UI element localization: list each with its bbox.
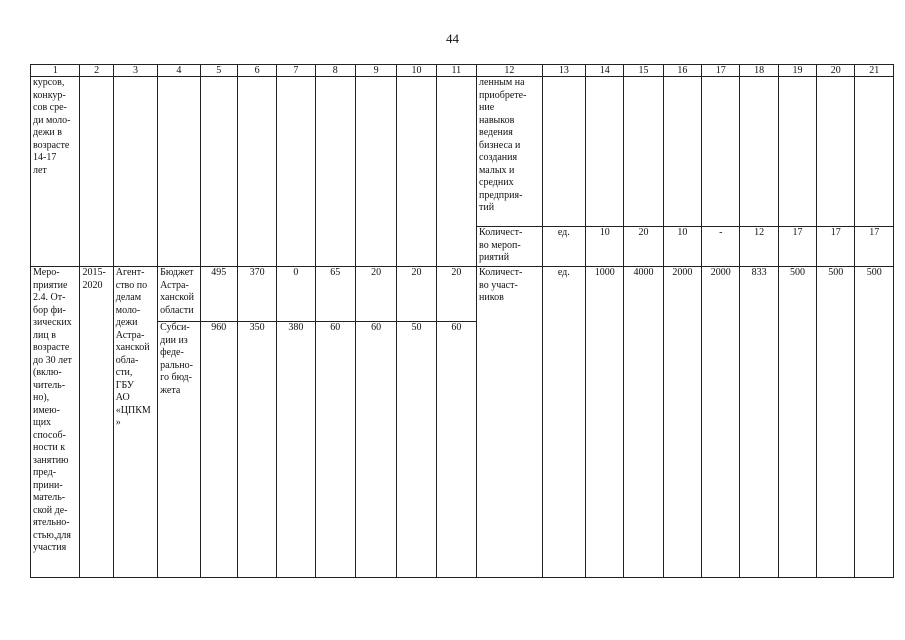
value-cell: 500 [778, 267, 816, 578]
indicator-cell: ленным на приобрете- ние навыков ведения бизнеса и создания малых и средних предприя- тий [477, 77, 543, 227]
empty-cell [778, 77, 816, 227]
empty-cell [277, 77, 315, 267]
column-number: 3 [113, 65, 157, 77]
value-cell: 20 [397, 267, 436, 322]
value-cell: 500 [817, 267, 855, 578]
column-number: 16 [663, 65, 701, 77]
empty-cell [237, 77, 276, 267]
empty-cell [355, 77, 396, 267]
column-number: 4 [158, 65, 200, 77]
value-cell: 20 [355, 267, 396, 322]
value-cell: 833 [740, 267, 778, 578]
value-cell: 50 [397, 322, 436, 578]
value-cell: 65 [315, 267, 355, 322]
column-number: 10 [397, 65, 436, 77]
table-row [31, 267, 894, 322]
column-number: 2 [80, 65, 113, 77]
value-cell: 20 [436, 267, 476, 322]
column-number: 12 [477, 65, 543, 77]
column-number: 17 [702, 65, 740, 77]
activity-name-cell: Меро- приятие 2.4. От- бор фи- зических лиц в возрасте до 30 лет (вклю- читель- но), имею- щих способ- ности к занятию пред- прини- матель- ской де- ятельно- стью,для участия [31, 267, 80, 578]
column-number: 13 [542, 65, 585, 77]
value-cell: 12 [740, 227, 778, 267]
value-cell: 380 [277, 322, 315, 578]
column-number: 5 [200, 65, 237, 77]
period-cell: 2015- 2020 [80, 267, 113, 578]
value-cell: 500 [855, 267, 894, 578]
empty-cell [624, 77, 663, 227]
value-cell: 17 [817, 227, 855, 267]
column-number: 7 [277, 65, 315, 77]
column-number-row [31, 65, 894, 77]
value-cell: 10 [663, 227, 701, 267]
empty-cell [436, 77, 476, 267]
empty-cell [80, 77, 113, 267]
empty-cell [663, 77, 701, 227]
value-cell: 10 [586, 227, 624, 267]
funding-source-cell: Бюджет Астра- ханской области [158, 267, 200, 322]
value-cell: 960 [200, 322, 237, 578]
value-cell: 2000 [702, 267, 740, 578]
value-cell: 20 [624, 227, 663, 267]
empty-cell [586, 77, 624, 227]
value-cell: 0 [277, 267, 315, 322]
value-cell: - [702, 227, 740, 267]
table-row [31, 77, 894, 227]
page-number: 44 [446, 31, 459, 46]
value-cell: 1000 [586, 267, 624, 578]
column-number: 18 [740, 65, 778, 77]
value-cell: 60 [355, 322, 396, 578]
column-number: 15 [624, 65, 663, 77]
column-number: 6 [237, 65, 276, 77]
empty-cell [315, 77, 355, 267]
value-cell: 370 [237, 267, 276, 322]
column-number: 9 [355, 65, 396, 77]
activity-name-cell: курсов, конкур- сов сре- ди моло- дежи в возрасте 14-17 лет [31, 77, 80, 267]
column-number: 20 [817, 65, 855, 77]
column-number: 21 [855, 65, 894, 77]
unit-cell: ед. [542, 227, 585, 267]
executor-cell: Агент- ство по делам моло- дежи Астра- ханской обла- сти, ГБУ АО «ЦПКМ» [113, 267, 157, 578]
value-cell: 17 [778, 227, 816, 267]
column-number: 1 [31, 65, 80, 77]
unit-cell: ед. [542, 267, 585, 578]
value-cell: 60 [436, 322, 476, 578]
empty-cell [113, 77, 157, 267]
value-cell: 495 [200, 267, 237, 322]
empty-cell [740, 77, 778, 227]
empty-cell [542, 77, 585, 227]
empty-cell [200, 77, 237, 267]
value-cell: 4000 [624, 267, 663, 578]
column-number: 8 [315, 65, 355, 77]
empty-cell [158, 77, 200, 267]
value-cell: 17 [855, 227, 894, 267]
value-cell: 2000 [663, 267, 701, 578]
indicator-cell: Количест- во мероп- риятий [477, 227, 543, 267]
indicator-cell: Количест- во участ- ников [477, 267, 543, 578]
empty-cell [397, 77, 436, 267]
empty-cell [817, 77, 855, 227]
column-number: 14 [586, 65, 624, 77]
funding-source-cell: Субси- дии из феде- рально- го бюд- жета [158, 322, 200, 578]
column-number: 19 [778, 65, 816, 77]
column-number: 11 [436, 65, 476, 77]
program-table [30, 64, 894, 578]
value-cell: 350 [237, 322, 276, 578]
empty-cell [702, 77, 740, 227]
value-cell: 60 [315, 322, 355, 578]
empty-cell [855, 77, 894, 227]
